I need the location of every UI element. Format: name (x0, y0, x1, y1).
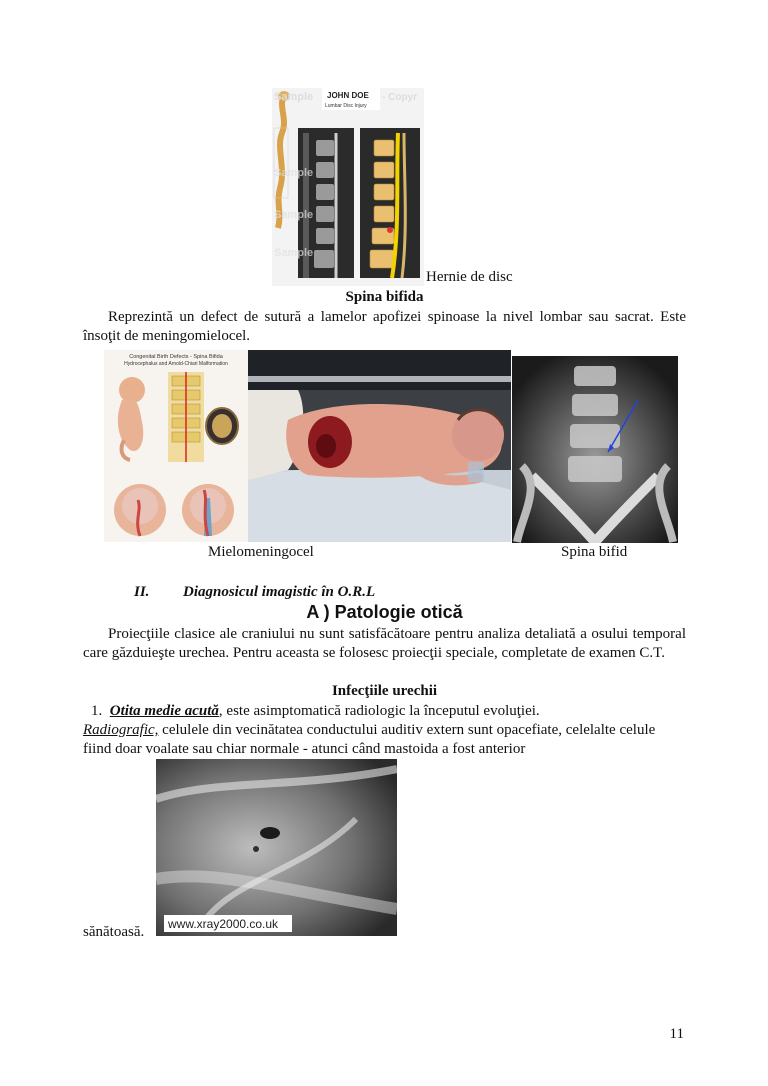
otita-term: Otita medie acută (109, 703, 219, 719)
baby-photo (248, 350, 511, 542)
spine-xray-graphic (512, 356, 678, 543)
mri-label-sub: Lumbar Disc Injury (325, 103, 367, 109)
spine-xray-image (512, 356, 678, 543)
section-title: Diagnosicul imagistic în O.R.L (183, 584, 376, 600)
mri-watermark-left: Sample (274, 91, 314, 103)
ear-xray-image (156, 759, 397, 936)
radiografic-term: Radiografic, (83, 722, 159, 738)
projections-paragraph (83, 625, 686, 663)
ear-xray-watermark: www.xray2000.co.uk (168, 917, 279, 931)
sanatoasa-text: sănătoasă. (83, 924, 145, 940)
diagram-title-1: Congenital Birth Defects - Spina Bifida (129, 354, 223, 360)
item-number: 1. (91, 703, 103, 719)
mri-watermark-mid3: Sample (274, 247, 314, 259)
infections-heading: Infecţiile urechii (331, 683, 438, 699)
ear-xray-graphic (156, 759, 397, 936)
radiografic-text: celulele din vecinătatea conductului auditiv extern sunt opacefiate, celelalte celule fiind doar voalate sau chiar normale - atunci când mastoida a fost anterior (83, 722, 656, 757)
spina-bifida-diagram (104, 350, 248, 542)
section-number: II. (134, 584, 150, 600)
mri-label-name: JOHN DOE (327, 91, 369, 100)
spine-mri-image (272, 88, 424, 286)
spina-bifida-paragraph (83, 308, 686, 346)
hernie-caption: Hernie de disc (426, 269, 513, 285)
mri-watermark-right: - Copyr (382, 92, 417, 103)
baby-photo-graphic (248, 350, 511, 542)
spina-bifida-text: Reprezintă un defect de sutură a lamelor apofizei spinoase la nivel lombar sau sacrat. Este însoţit de meningomielocel. (83, 309, 686, 344)
otita-text: , este asimptomatică radiologic la începutul evoluţiei. (218, 703, 540, 719)
otita-paragraph (83, 702, 686, 759)
spina-bifid-caption: Spina bifid (561, 544, 628, 560)
mielomeningocel-caption: Mielomeningocel (208, 544, 314, 560)
subsection-heading: A ) Patologie otică (306, 602, 463, 622)
spine-mri-graphic (272, 88, 424, 286)
projections-text: Proiecţiile clasice ale craniului nu sunt satisfăcătoare pentru analiza detaliată a osului temporal care găzduieşte urechea. Pentru aceasta se folosesc proiecţii speciale, completate de examen C.T. (83, 626, 686, 661)
spina-bifida-heading: Spina bifida (345, 289, 424, 305)
diagram-title-2: Hydrocephalus and Arnold-Chiari Malformation (124, 361, 228, 367)
page-number: 11 (669, 1026, 684, 1042)
mri-watermark-mid1: Sample (274, 167, 314, 179)
diagram-graphic (104, 350, 248, 542)
mri-watermark-mid2: Sample (274, 209, 314, 221)
